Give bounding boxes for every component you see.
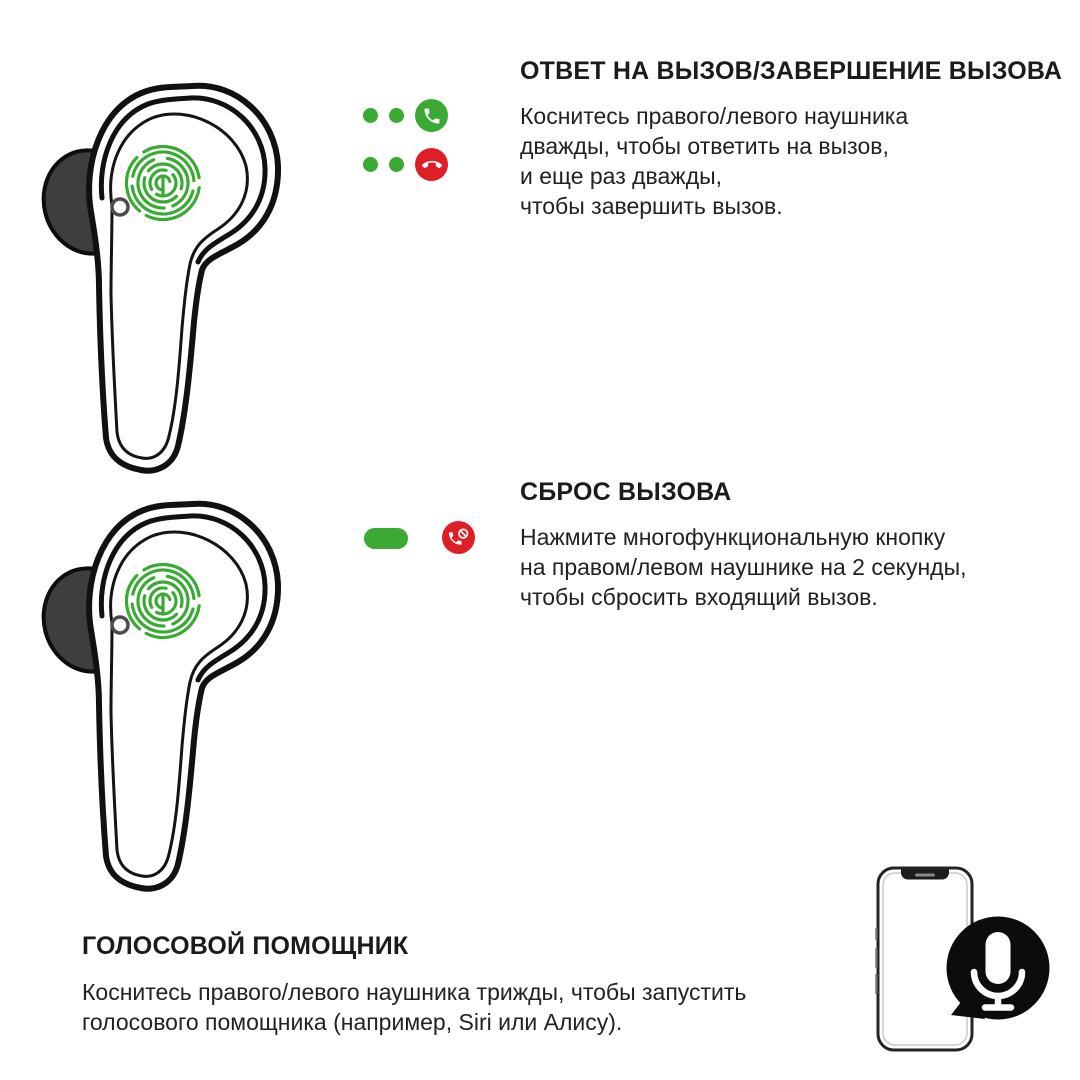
section-body-reject-call: Нажмите многофункциональную кнопку на правом/левом наушнике на 2 секунды, чтобы сбросить входящий вызов.	[520, 524, 967, 610]
reject-call-icon	[442, 521, 475, 554]
tap-dot	[363, 157, 378, 172]
section-body-voice-assistant: Коснитесь правого/левого наушника трижды, чтобы запустить голосового помощника (например, Siri или Алису).	[82, 979, 747, 1035]
end-call-icon	[415, 148, 448, 181]
voice-bubble	[947, 917, 1050, 1020]
earbud-illustration-reject	[40, 488, 340, 898]
smartphone-voice-assistant-illustration	[855, 850, 1070, 1070]
tap-dot	[389, 157, 404, 172]
double-tap-dots-end	[363, 157, 404, 172]
section-title-reject-call: СБРОС ВЫЗОВА	[520, 478, 732, 506]
tap-dot	[389, 108, 404, 123]
double-tap-dots-answer	[363, 108, 404, 123]
hold-button-pill-icon	[364, 528, 408, 549]
answer-call-icon	[415, 99, 448, 132]
earbud-illustration-answer	[40, 70, 340, 480]
section-body-answer-call: Коснитесь правого/левого наушника дважды, чтобы ответить на вызов, и еще раз дважды, чтобы завершить вызов.	[520, 103, 909, 219]
tap-dot	[363, 108, 378, 123]
section-title-voice-assistant: ГОЛОСОВОЙ ПОМОЩНИК	[82, 932, 409, 960]
section-title-answer-call: ОТВЕТ НА ВЫЗОВ/ЗАВЕРШЕНИЕ ВЫЗОВА	[520, 57, 1063, 85]
